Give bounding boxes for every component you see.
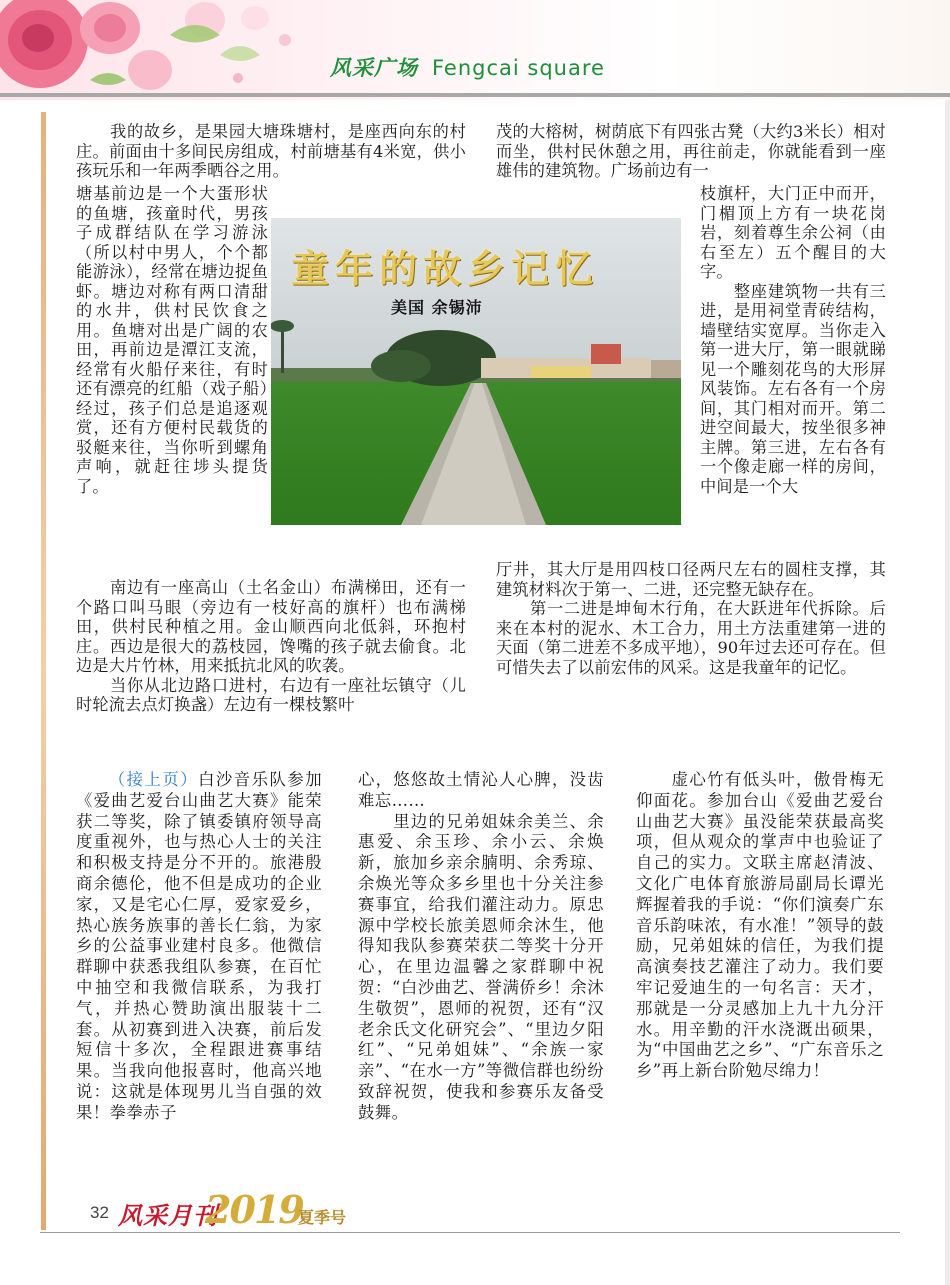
article-col2-top: 茂的大榕树，树荫底下有四张古凳（大约3米长）相对而坐，供村民休憩之用，再往前走，你就能看到一座雄伟的建筑物。广场前边有一 xyxy=(496,122,886,180)
article-col1-wrap: 塘基前边是一个大蛋形状的鱼塘，孩童时代，男孩子成群结队在学习游泳（所以村中男人，个个都能游泳），经常在塘边捉鱼虾。塘边对称有两口清甜的水井，供村民饮食之用。鱼塘对出是广阔的农田，再前边是潭江支流，经常有火船仔来往，有时还有漂亮的红船（戏子船）经过，孩子们总是追逐观赏，还有方便村民载货的驳艇来往，当你听到螺角声响，就赶往埗头提货了。 xyxy=(76,184,268,496)
section-title xyxy=(330,52,605,82)
footer-rule xyxy=(40,1232,900,1233)
article-title: 童年的故乡记忆 xyxy=(291,246,600,291)
section-title-en: Fengcai square xyxy=(432,56,605,80)
continuation-col1 xyxy=(76,770,322,1124)
section-title-cn: 风采广场 xyxy=(330,56,418,80)
page-edge xyxy=(945,100,950,1285)
header-banner xyxy=(0,0,950,100)
continuation-lead: （接上页） xyxy=(108,770,199,789)
article-photo xyxy=(271,218,681,525)
rose-decoration xyxy=(0,0,310,100)
year-logo: 2019 xyxy=(205,1187,303,1232)
header-divider xyxy=(0,93,950,97)
article-col1-top: 我的故乡，是果园大塘珠塘村，是座西向东的村庄。前面由十多间民房组成，村前塘基有4米宽，供小孩玩乐和一年两季晒谷之用。 xyxy=(76,122,466,180)
article-col2-bottom: 厅井，其大厅是用四枝口径两尺左右的圆柱支撑，其建筑材料次于第一、二进，还完整无缺存在。 第一二进是坤甸木行角，在大跃进年代拆除。后来在本村的泥水、木工合力，用土方法重建第一进的天面（第二进差不多成平地），90年过去还可存在。但可惜失去了以前宏伟的风采。这是我童年的记忆。 xyxy=(496,560,886,677)
article-col2-wrap: 枝旗杆，大门正中而开，门楣顶上方有一块花岗岩，刻着尊生余公祠（由右至左）五个醒目的大字。 整座建筑物一共有三进，是用祠堂青砖结构，墙壁结实宽厚。当你走入第一进大厅，第一眼就睇见一个雕刻花鸟的大形屏风装饰。左右各有一个房间，其门相对而开。第二进空间最大，按坐很多神主牌。第三进，左右各有一个像走廊一样的房间，中间是一个大 xyxy=(700,184,886,496)
article-col1-bottom: 南边有一座高山（土名金山）布满梯田，还有一个路口叫马眼（旁边有一枝好高的旗杆）也布满梯田，供村民种植之用。金山顺西向北低斜，环抱村庄。西边是很大的荔枝园，馋嘴的孩子就去偷食。北边是大片竹林，用来抵抗北风的吹袭。 当你从北边路口进村，右边有一座社坛镇守（儿时轮流去点灯换盏）左边有一棵枝繁叶 xyxy=(76,578,466,714)
magazine-name: 风采月刊 xyxy=(118,1201,218,1230)
issue-season: 夏季号 xyxy=(298,1208,347,1227)
article-author: 美国 余锡沛 xyxy=(391,298,483,317)
left-margin-rule xyxy=(41,112,46,1230)
continuation-col2: 心，悠悠故土情沁人心脾，没齿难忘…… 里边的兄弟姐妹余美兰、余惠爱、余玉珍、余小云、余焕新，旅加乡亲余腩明、余秀琼、余焕光等众多乡里也十分关注参赛事宜，给我们灌注动力。原忠源中学校长旅美恩师余沐生，他得知我队参赛荣获二等奖十分开心，在里边温馨之家群聊中祝贺：“白沙曲艺、誉满侨乡！余沐生敬贺”，恩师的祝贺，还有“汉老余氏文化研究会”、“里边夕阳红”、“兄弟姐妹”、“余族一家亲”、“在水一方”等微信群也纷纷致辞祝贺，使我和参赛乐友备受鼓舞。 xyxy=(358,770,604,1122)
page-number: 32 xyxy=(90,1203,109,1222)
continuation-col3: 虚心竹有低头叶，傲骨梅无仰面花。参加台山《爱曲艺爱台山曲艺大赛》虽没能荣获最高奖项，但从观众的掌声中也验证了自己的实力。文联主席赵清波、文化广电体育旅游局副局长谭光辉握着我的手说：“你们演奏广东音乐韵味浓，有水准！”领导的鼓励，兄弟姐妹的信任，为我们提高演奏技艺灌注了动力。我们要牢记爱迪生的一句名言：天才，那就是一分灵感加上九十九分汗水。用辛勤的汗水浇溉出硕果，为“中国曲艺之乡”、“广东音乐之乡”再上新台阶勉尽绵力！ xyxy=(636,770,884,1081)
continuation-col1-text: 白沙音乐队参加《爱曲艺爱台山曲艺大赛》能荣获二等奖，除了镇委镇府领导高度重视外，也与热心人士的关注和积极支持是分不开的。旅港殷商余德伦，他不但是成功的企业家，又是宅心仁厚，爱家爱乡，热心族务族事的善长仁翁，为家乡的公益事业建村良多。他微信群聊中获悉我组队参赛，在百忙中抽空和我微信联系，为我打气，并热心赞助演出服装十二套。从初赛到进入决赛，前后发短信十多次，全程跟进赛事结果。当我向他报喜时，他高兴地说：这就是体现男儿当自强的效果！拳拳赤子 xyxy=(76,770,322,1122)
